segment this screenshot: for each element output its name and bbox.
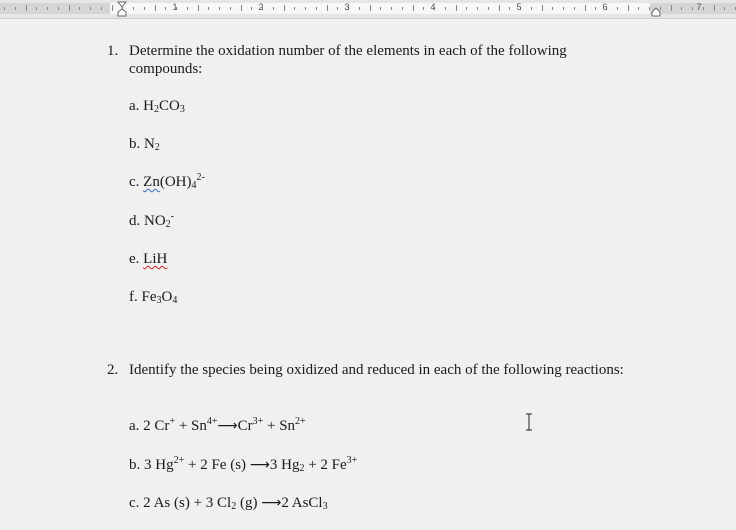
ruler-tick xyxy=(58,7,59,10)
ruler-tick xyxy=(423,7,424,10)
ruler-tick xyxy=(241,5,242,11)
ruler-tick xyxy=(155,5,156,11)
ruler-tick xyxy=(402,7,403,10)
ruler-tick xyxy=(273,7,274,10)
ruler-tick xyxy=(477,7,478,10)
compound-b: b. $N_2$ xyxy=(129,136,160,153)
ruler-tick xyxy=(219,7,220,10)
reaction-arrow-icon: ⟶ xyxy=(217,418,238,434)
ruler-tick xyxy=(617,7,618,10)
ruler-tick xyxy=(187,7,188,10)
ruler-tick xyxy=(305,7,306,10)
question-text: Identify the species being oxidized and reduced in each of the following reactions: xyxy=(129,362,624,378)
reaction-arrow-icon: ⟶ xyxy=(261,495,282,511)
ruler-tick xyxy=(499,5,500,11)
ruler-tick xyxy=(724,7,725,10)
ruler-tick xyxy=(681,7,682,10)
ruler-tick xyxy=(36,7,37,10)
ruler-tick xyxy=(628,5,629,11)
horizontal-ruler[interactable] xyxy=(0,0,736,19)
ruler-number: 1 xyxy=(172,2,178,12)
ruler-tick xyxy=(391,7,392,10)
ruler-number: 2 xyxy=(258,2,264,12)
ruler-tick xyxy=(509,7,510,10)
ruler-tick xyxy=(638,7,639,10)
ruler-number: 5 xyxy=(516,2,522,12)
ruler-tick xyxy=(316,7,317,10)
ruler-tick xyxy=(133,7,134,10)
question-text: Determine the oxidation number of the elements in each of the following compounds: xyxy=(129,43,567,77)
ruler-tick xyxy=(692,7,693,10)
ruler-tick xyxy=(230,7,231,10)
reaction-a: a. 2 $Cr^+ + Sn^{4+}⟶Cr^{3+} + Sn^{2+}$ xyxy=(129,416,306,434)
ruler-tick xyxy=(552,7,553,10)
reaction-arrow-icon: ⟶ xyxy=(249,457,270,473)
question-number: 1. xyxy=(107,43,119,59)
ruler-tick xyxy=(574,7,575,10)
ruler-tick xyxy=(337,7,338,10)
ruler-tick xyxy=(4,7,5,10)
ruler-tick xyxy=(531,7,532,10)
ruler-tick xyxy=(649,7,650,10)
compound-e: e. LiH xyxy=(129,251,168,267)
compound-d: d. $NO_2^-$ xyxy=(129,211,175,230)
ruler-tick xyxy=(47,7,48,10)
ruler-tick xyxy=(585,5,586,11)
ruler-tick xyxy=(101,7,102,10)
compound-c: c. $Zn(OH)_4^{2-}$ xyxy=(129,172,205,191)
reaction-c: c. 2 As (s) + 3 $Cl_2$ (g) ⟶2 AsCl$_3$ xyxy=(129,495,328,512)
spelling-flag: Zn xyxy=(143,174,160,190)
ruler-tick xyxy=(90,7,91,10)
ruler-left-margin xyxy=(0,3,110,14)
reaction-b: b. 3 $Hg^{2+} + 2$ Fe (s) ⟶3 $Hg_2 + 2$ $Fe^{3+}$ xyxy=(129,455,358,474)
ruler-tick xyxy=(703,7,704,10)
ruler-number: 3 xyxy=(344,2,350,12)
right-indent-marker[interactable] xyxy=(651,0,661,18)
compound-f: f. $Fe_3O_4$ xyxy=(129,289,178,306)
ruler-tick xyxy=(563,7,564,10)
question-number: 2. xyxy=(107,362,119,378)
ruler-tick xyxy=(15,7,16,10)
ruler-number: 6 xyxy=(602,2,608,12)
ruler-tick xyxy=(542,5,543,11)
spelling-flag: LiH xyxy=(143,251,168,267)
ruler-tick xyxy=(595,7,596,10)
ruler-tick xyxy=(79,7,80,10)
ruler-number: 4 xyxy=(430,2,436,12)
text-cursor-icon xyxy=(525,413,533,431)
ruler-tick xyxy=(26,5,27,11)
first-line-indent-marker[interactable] xyxy=(117,0,127,18)
ruler-tick xyxy=(165,7,166,10)
ruler-tick xyxy=(456,5,457,11)
ruler-tick xyxy=(208,7,209,10)
ruler-number: 7 xyxy=(696,2,702,12)
ruler-tick xyxy=(488,7,489,10)
ruler-tick xyxy=(251,7,252,10)
compound-a: a. $H_2CO_3$ xyxy=(129,98,185,115)
ruler-tick xyxy=(69,5,70,11)
ruler-tick xyxy=(359,7,360,10)
document-page[interactable] xyxy=(0,19,736,530)
ruler-tick xyxy=(714,5,715,11)
ruler-tick xyxy=(284,5,285,11)
ruler-tick xyxy=(144,7,145,10)
ruler-tick xyxy=(198,5,199,11)
ruler-tick xyxy=(671,5,672,11)
ruler-tick xyxy=(380,7,381,10)
ruler-tick xyxy=(445,7,446,10)
ruler-right-margin xyxy=(650,3,736,14)
ruler-tick xyxy=(466,7,467,10)
ruler-tick xyxy=(370,5,371,11)
ruler-tick xyxy=(294,7,295,10)
ruler-tick xyxy=(327,5,328,11)
ruler-tick xyxy=(413,5,414,11)
ruler-tick xyxy=(112,5,113,11)
